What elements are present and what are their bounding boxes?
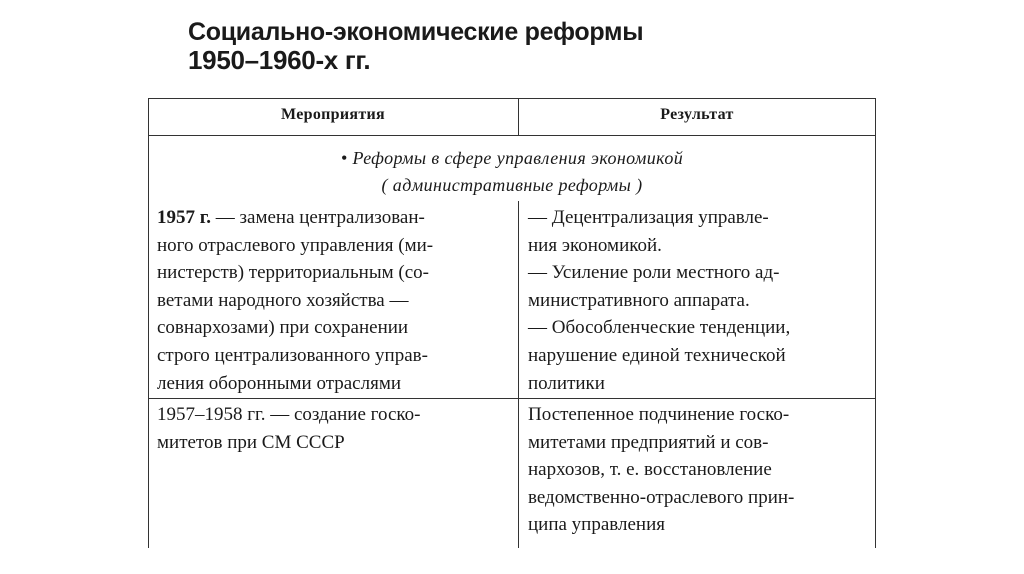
text-line: — Обособленческие тенденции, [528,317,791,339]
section-heading [148,145,876,199]
reforms-table [148,98,876,548]
header-bottom-border [148,135,876,136]
text-line: ного отраслевого управления (ми- [157,234,434,256]
text-line: — Децентрализация управле- [528,207,769,228]
header-measures: Мероприятия [281,106,385,123]
text-line: министративного аппарата. [528,289,750,311]
body-column-divider [518,201,519,548]
table-top-border [148,98,876,99]
page-title [188,18,643,74]
section-heading-line-1: • Реформы в сфере управления экономикой [340,148,684,168]
text-line: митетов при СМ СССР [157,431,345,453]
section-heading-line-2: ( административные реформы ) [381,175,643,195]
text-line: строго централизованного управ- [157,344,428,366]
text-line: политики [528,372,605,394]
header-result: Результат [660,106,734,123]
text-line: — Усиление роли местного ад- [528,262,780,284]
text-line: ния экономикой. [528,234,662,256]
text-line: ления оборонными отраслями [157,372,402,394]
row-1-measure [157,204,512,397]
title-line-2: 1950–1960-х гг. [188,45,371,75]
row-1-result [528,204,868,397]
row-divider [148,398,876,399]
text-line: ведомственно-отраслевого прин- [528,486,795,508]
text-line: нарушение единой технической [528,344,786,366]
text-line: нистерств) территориальным (со- [157,262,429,284]
row-2-result [528,401,868,539]
text-line: Постепенное подчинение госко- [528,404,790,425]
text-line: ципа управления [528,514,665,536]
text-line: 1957–1958 гг. — создание госко- [157,404,421,425]
text-line: митетами предприятий и сов- [528,431,769,453]
text-fragment: — замена централизован- [211,207,425,228]
text-line: нархозов, т. е. восстановление [528,459,772,481]
year-bold: 1957 г. [157,207,211,228]
row-2-measure [157,401,512,456]
text-line: совнархозами) при сохранении [157,317,409,339]
title-line-1: Социально-экономические реформы [188,18,644,46]
text-line: ветами народного хозяйства — [157,289,409,311]
text-line [157,204,512,232]
